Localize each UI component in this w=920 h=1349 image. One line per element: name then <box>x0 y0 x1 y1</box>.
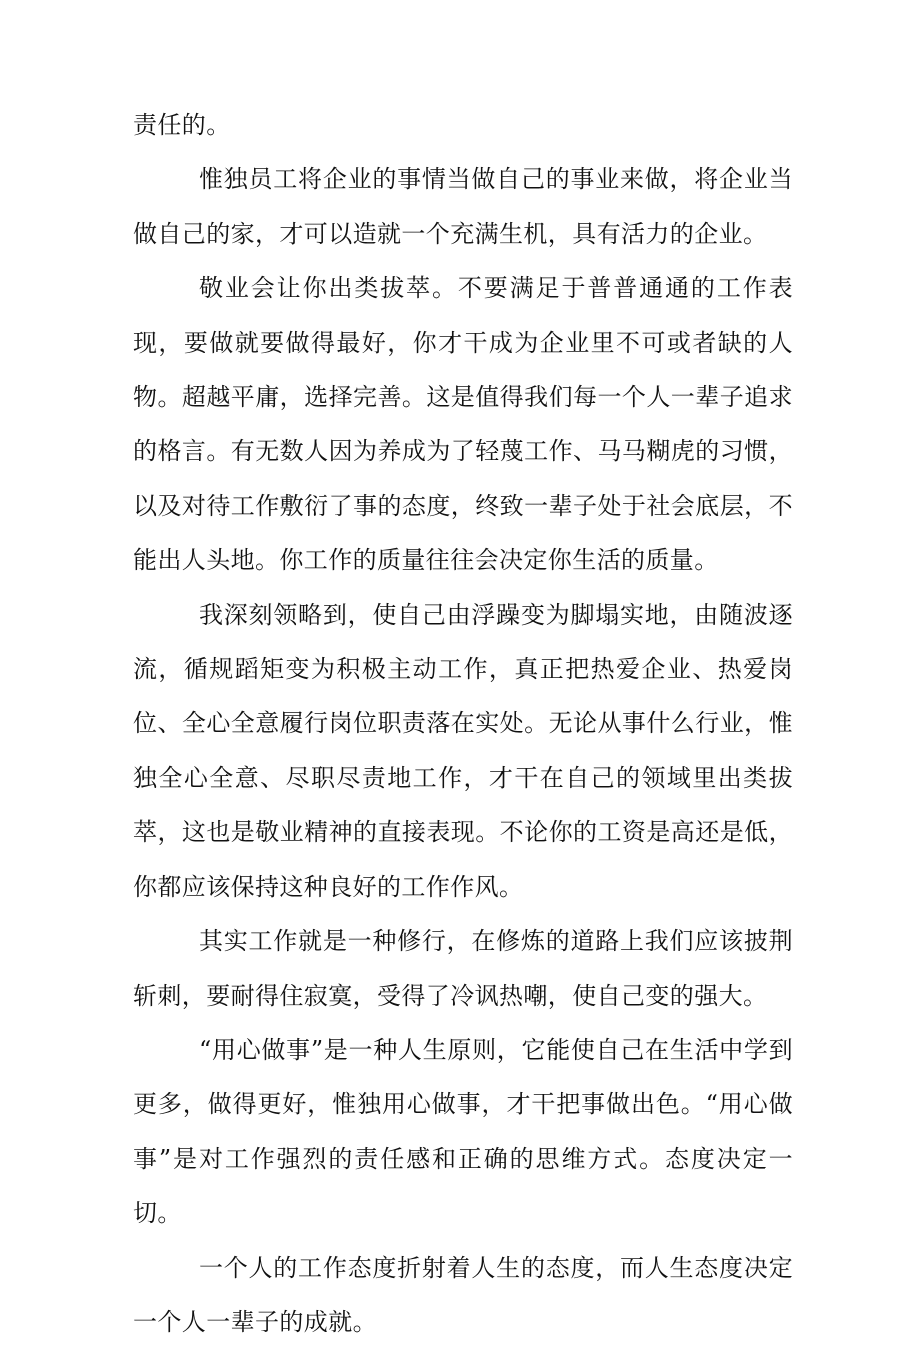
paragraph-realization: 我深刻领略到，使自己由浮躁变为脚塌实地，由随波逐流，循规蹈矩变为积极主动工作，真正把热爱企业、热爱岗位、全心全意履行岗位职责落在实处。无论从事什么行业，惟独全心全意、尽职尽责地工作，才干在自己的领域里出类拔萃，这也是敬业精神的直接表现。不论你的工资是高还是低，你都应该保持这种良好的工作作风。 <box>133 600 793 901</box>
paragraph-do-with-heart: “用心做事”是一种人生原则，它能使自己在生活中学到更多，做得更好，惟独用心做事，才干把事做出色。“用心做事”是对工作强烈的责任感和正确的思维方式。态度决定一切。 <box>133 1035 793 1228</box>
document-body <box>133 98 793 1349</box>
paragraph-dedication: 敬业会让你出类拔萃。不要满足于普普通通的工作表现，要做就要做得最好，你才干成为企业里不可或者缺的人物。超越平庸，选择完善。这是值得我们每一个人一辈子追求的格言。有无数人因为养成为了轻蔑工作、马马糊虎的习惯，以及对待工作敷衍了事的态度，终致一辈子处于社会底层，不能出人头地。你工作的质量往往会决定你生活的质量。 <box>133 274 793 575</box>
paragraph-work-as-practice: 其实工作就是一种修行，在修炼的道路上我们应该披荆斩刺，要耐得住寂寞，受得了冷讽热嘲，使自己变的强大。 <box>133 927 793 1010</box>
paragraph-employee-enterprise: 惟独员工将企业的事情当做自己的事业来做，将企业当做自己的家，才可以造就一个充满生机，具有活力的企业。 <box>133 165 793 248</box>
paragraph-attitude: 一个人的工作态度折射着人生的态度，而人生态度决定一个人一辈子的成就。 <box>133 1253 793 1336</box>
paragraph-continuation: 责任的。 <box>133 111 231 139</box>
